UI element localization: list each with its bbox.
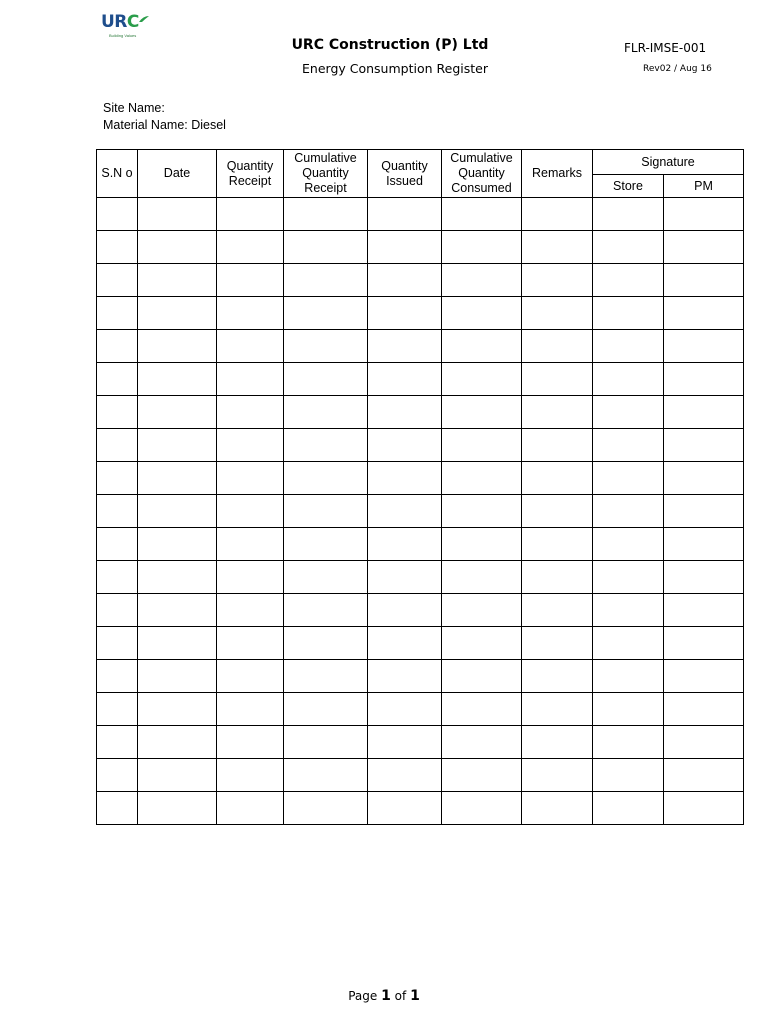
table-cell[interactable] [97,792,138,825]
table-cell[interactable] [522,396,593,429]
site-name-field: Site Name: [103,101,165,115]
table-cell[interactable] [664,594,744,627]
column-header-pm: PM [664,175,744,198]
table-cell[interactable] [522,231,593,264]
table-cell[interactable] [217,792,284,825]
table-cell[interactable] [138,396,217,429]
table-cell[interactable] [522,330,593,363]
table-row [97,693,744,726]
table-cell[interactable] [664,231,744,264]
table-cell[interactable] [368,693,442,726]
table-cell[interactable] [284,462,368,495]
table-cell[interactable] [664,330,744,363]
table-cell[interactable] [664,627,744,660]
table-cell[interactable] [664,561,744,594]
table-row [97,561,744,594]
table-cell[interactable] [97,693,138,726]
table-cell[interactable] [284,363,368,396]
revision-label: Rev02 / Aug 16 [643,64,712,74]
table-cell[interactable] [368,792,442,825]
table-row [97,759,744,792]
table-cell[interactable] [664,495,744,528]
table-cell[interactable] [593,462,664,495]
material-name-field: Material Name: Diesel [103,118,226,132]
table-cell[interactable] [368,264,442,297]
table-cell[interactable] [368,660,442,693]
table-row [97,297,744,330]
table-row [97,231,744,264]
table-cell[interactable] [522,792,593,825]
table-cell[interactable] [284,660,368,693]
company-name: URC Construction (P) Ltd [291,37,489,53]
table-row [97,495,744,528]
page-current: 1 [381,988,391,1004]
table-row [97,330,744,363]
table-cell[interactable] [442,297,522,330]
table-cell[interactable] [522,726,593,759]
table-cell[interactable] [97,627,138,660]
column-header-date: Date [138,150,217,198]
table-cell[interactable] [664,363,744,396]
table-cell[interactable] [442,396,522,429]
table-cell[interactable] [442,693,522,726]
column-header-quantity-receipt: Quantity Receipt [217,150,284,198]
table-cell[interactable] [593,693,664,726]
table-cell[interactable] [442,627,522,660]
table-cell[interactable] [284,264,368,297]
table-row [97,726,744,759]
table-cell[interactable] [138,363,217,396]
table-cell[interactable] [664,759,744,792]
table-cell[interactable] [217,627,284,660]
table-cell[interactable] [442,231,522,264]
table-cell[interactable] [284,297,368,330]
table-cell[interactable] [284,231,368,264]
table-cell[interactable] [284,627,368,660]
document-number: FLR-IMSE-001 [624,41,707,55]
register-title: Energy Consumption Register [302,61,488,76]
table-cell[interactable] [368,330,442,363]
table-cell[interactable] [284,693,368,726]
table-cell[interactable] [97,297,138,330]
table-row [97,627,744,660]
column-header-quantity-issued: Quantity Issued [368,150,442,198]
table-cell[interactable] [593,561,664,594]
table-cell[interactable] [664,693,744,726]
table-cell[interactable] [522,759,593,792]
table-cell[interactable] [284,495,368,528]
table-cell[interactable] [593,495,664,528]
table-cell[interactable] [664,462,744,495]
table-cell[interactable] [442,429,522,462]
register-table [96,149,744,825]
table-cell[interactable] [664,429,744,462]
table-cell[interactable] [522,363,593,396]
table-row [97,429,744,462]
table-cell[interactable] [217,594,284,627]
table-cell[interactable] [593,396,664,429]
table-cell[interactable] [284,792,368,825]
table-cell[interactable] [217,231,284,264]
table-cell[interactable] [217,693,284,726]
table-cell[interactable] [217,429,284,462]
table-cell[interactable] [522,264,593,297]
table-cell[interactable] [97,462,138,495]
table-cell[interactable] [368,363,442,396]
table-cell[interactable] [368,528,442,561]
table-cell[interactable] [522,561,593,594]
table-cell[interactable] [217,726,284,759]
column-header-cumulative-receipt: Cumulative Quantity Receipt [284,150,368,198]
table-cell[interactable] [217,297,284,330]
table-cell[interactable] [138,264,217,297]
table-cell[interactable] [442,561,522,594]
table-cell[interactable] [442,594,522,627]
table-cell[interactable] [442,726,522,759]
table-cell[interactable] [664,264,744,297]
table-cell[interactable] [97,759,138,792]
table-cell[interactable] [664,297,744,330]
table-cell[interactable] [368,561,442,594]
table-cell[interactable] [593,627,664,660]
table-cell[interactable] [97,396,138,429]
table-cell[interactable] [664,660,744,693]
table-cell[interactable] [217,396,284,429]
table-cell[interactable] [593,792,664,825]
table-cell[interactable] [97,495,138,528]
table-cell[interactable] [138,528,217,561]
table-row [97,528,744,561]
of-label: of [394,989,407,1003]
table-cell[interactable] [593,759,664,792]
table-cell[interactable] [284,561,368,594]
table-cell[interactable] [442,660,522,693]
table-cell[interactable] [442,264,522,297]
table-row [97,792,744,825]
table-cell[interactable] [368,759,442,792]
table-cell[interactable] [442,759,522,792]
table-cell[interactable] [593,264,664,297]
table-cell[interactable] [593,198,664,231]
table-cell[interactable] [593,330,664,363]
table-cell[interactable] [217,495,284,528]
table-cell[interactable] [138,792,217,825]
table-cell[interactable] [442,330,522,363]
table-row [97,462,744,495]
table-cell[interactable] [284,528,368,561]
table-cell[interactable] [442,792,522,825]
column-header-store: Store [593,175,664,198]
table-cell[interactable] [593,726,664,759]
table-cell[interactable] [138,231,217,264]
table-cell[interactable] [138,429,217,462]
table-cell[interactable] [97,231,138,264]
table-cell[interactable] [593,363,664,396]
table-cell[interactable] [138,759,217,792]
table-cell[interactable] [522,297,593,330]
table-cell[interactable] [138,594,217,627]
table-cell[interactable] [368,231,442,264]
leaf-icon [138,15,150,23]
column-header-signature: Signature [593,150,744,175]
column-header-remarks: Remarks [522,150,593,198]
table-cell[interactable] [522,693,593,726]
table-cell[interactable] [442,462,522,495]
page-total: 1 [410,988,420,1004]
table-cell[interactable] [664,528,744,561]
table-cell[interactable] [217,330,284,363]
table-cell[interactable] [284,198,368,231]
table-cell[interactable] [368,594,442,627]
table-cell[interactable] [217,198,284,231]
table-cell[interactable] [368,429,442,462]
table-row [97,594,744,627]
table-cell[interactable] [664,726,744,759]
table-cell[interactable] [138,660,217,693]
table-cell[interactable] [97,660,138,693]
table-cell[interactable] [97,363,138,396]
table-row [97,396,744,429]
table-cell[interactable] [522,627,593,660]
logo-tagline: Building Values [109,33,137,38]
table-cell[interactable] [97,528,138,561]
table-cell[interactable] [217,759,284,792]
table-cell[interactable] [368,297,442,330]
table-cell[interactable] [97,330,138,363]
table-cell[interactable] [593,528,664,561]
table-cell[interactable] [138,693,217,726]
logo-wordmark: URC [101,12,139,32]
table-cell[interactable] [368,495,442,528]
table-cell[interactable] [442,495,522,528]
table-cell[interactable] [593,660,664,693]
table-cell[interactable] [97,561,138,594]
table-cell[interactable] [522,594,593,627]
table-cell[interactable] [522,462,593,495]
table-cell[interactable] [442,198,522,231]
table-cell[interactable] [368,198,442,231]
table-row [97,363,744,396]
table-cell[interactable] [593,429,664,462]
table-cell[interactable] [97,198,138,231]
table-cell[interactable] [442,528,522,561]
table-cell[interactable] [664,396,744,429]
company-logo [101,12,153,40]
table-cell[interactable] [522,429,593,462]
table-cell[interactable] [284,726,368,759]
table-row [97,264,744,297]
table-row [97,660,744,693]
table-cell[interactable] [368,627,442,660]
table-cell[interactable] [138,297,217,330]
table-cell[interactable] [284,759,368,792]
table-cell[interactable] [664,198,744,231]
table-cell[interactable] [284,396,368,429]
table-cell[interactable] [138,495,217,528]
table-cell[interactable] [284,594,368,627]
table-cell[interactable] [138,462,217,495]
table-cell[interactable] [284,429,368,462]
table-cell[interactable] [97,594,138,627]
register-body [97,198,744,825]
table-cell[interactable] [368,726,442,759]
table-cell[interactable] [593,297,664,330]
table-cell[interactable] [217,462,284,495]
table-cell[interactable] [217,264,284,297]
table-cell[interactable] [138,330,217,363]
table-cell[interactable] [138,627,217,660]
table-cell[interactable] [593,231,664,264]
table-cell[interactable] [522,528,593,561]
table-cell[interactable] [217,363,284,396]
column-header-cumulative-consumed: Cumulative Quantity Consumed [442,150,522,198]
table-cell[interactable] [522,660,593,693]
table-cell[interactable] [138,198,217,231]
table-cell[interactable] [217,528,284,561]
table-cell[interactable] [593,594,664,627]
table-row [97,198,744,231]
table-cell[interactable] [368,462,442,495]
table-cell[interactable] [664,792,744,825]
table-cell[interactable] [368,396,442,429]
table-cell[interactable] [97,264,138,297]
table-cell[interactable] [217,660,284,693]
column-header-sno: S.N o [97,150,138,198]
table-cell[interactable] [97,429,138,462]
table-cell[interactable] [217,561,284,594]
table-cell[interactable] [442,363,522,396]
table-cell[interactable] [138,726,217,759]
table-cell[interactable] [138,561,217,594]
table-cell[interactable] [97,726,138,759]
table-cell[interactable] [522,495,593,528]
page-label: Page [348,989,378,1003]
table-cell[interactable] [284,330,368,363]
page-footer [0,988,768,1004]
table-cell[interactable] [522,198,593,231]
